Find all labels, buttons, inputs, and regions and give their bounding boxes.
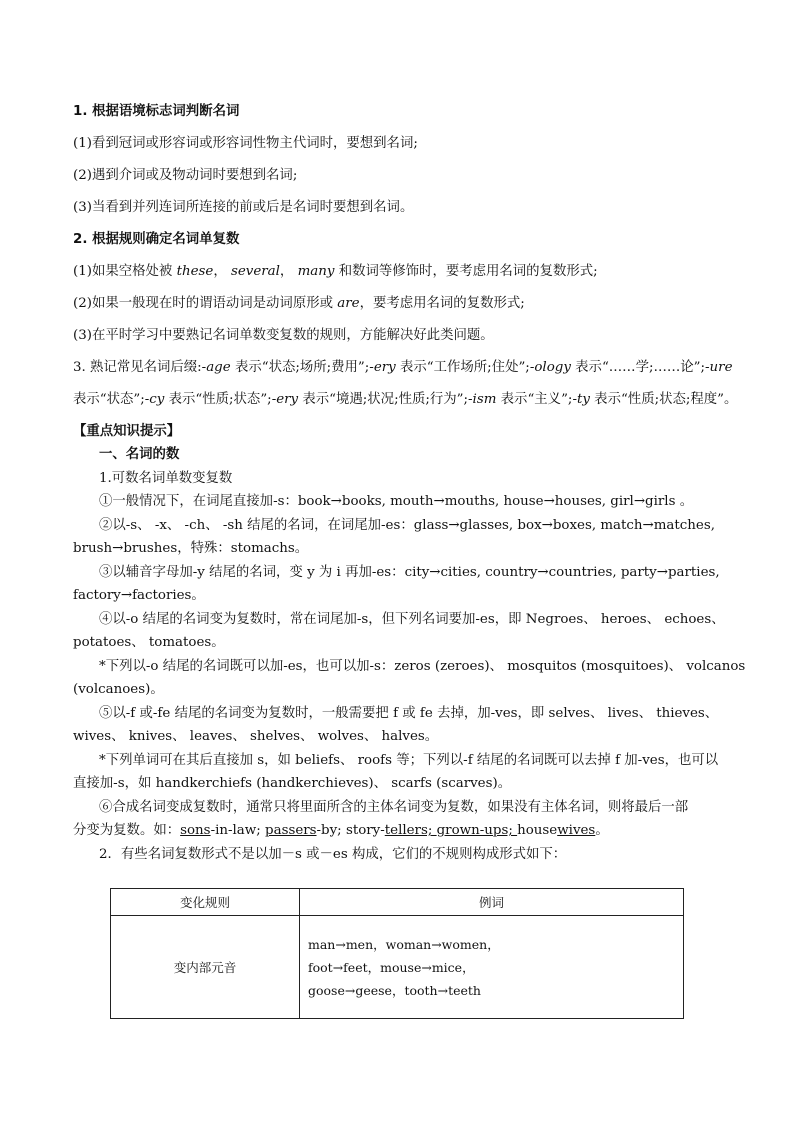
rule-1: ①一般情况下，在词尾直接加-s：book→books, mouth→mouths, house→houses, girl→girls 。 — [99, 494, 694, 509]
suffix: -ology — [529, 360, 571, 375]
text-fragment: -by; story- — [316, 823, 385, 838]
rule-3-line-2: factory→factories。 — [73, 588, 205, 603]
example-line: goose→geese，tooth→teeth — [308, 982, 481, 998]
text-fragment: 表示“性质;状态”; — [164, 392, 272, 407]
section1-point-3: (3)当看到并列连词所连接的前或后是名词时要想到名词。 — [73, 200, 414, 215]
text-fragment: 表示“工作场所;住处”; — [395, 360, 530, 375]
section3-line-1 — [73, 359, 733, 377]
suffix: -ery — [271, 392, 299, 407]
text-fragment: (2)如果一般现在时的谓语动词是动词原形或 — [73, 296, 338, 311]
underlined-word: tellers; — [384, 823, 437, 838]
section2-point-2 — [73, 295, 723, 313]
rule-3-line-1: ③以辅音字母加-y 结尾的名词，变 y 为 i 再加-es：city→cities, country→countries, party→parties, — [99, 565, 720, 580]
keyword: many — [297, 264, 335, 279]
underlined-word: sons — [180, 823, 211, 838]
suffix: -ism — [468, 392, 497, 407]
text-fragment: -in-law; — [210, 823, 266, 838]
keyword: these — [176, 264, 214, 279]
keyword: several — [230, 264, 280, 279]
rule-5-line-1: ⑤以-f 或-fe 结尾的名词变为复数时，一般需要把 f 或 fe 去掉，加-ves，即 selves、 lives、 thieves、 — [99, 706, 719, 721]
rule-6-line-1: ⑥合成名词变成复数时，通常只将里面所含的主体名词变为复数，如果没有主体名词，则将最后一部 — [99, 800, 689, 815]
text-fragment: 表示“境遇;状况;性质;行为”; — [298, 392, 469, 407]
rule-4-line-1: ④以-o 结尾的名词变为复数时，常在词尾加-s，但下列名词要加-es，即 Negroes、 heroes、 echoes、 — [99, 612, 725, 627]
table-cell-examples — [300, 916, 684, 1019]
suffix: -ty — [572, 392, 590, 407]
keyword: are — [337, 296, 360, 311]
rule-4-note-line-1: *下列以-o 结尾的名词既可以加-es，也可以加-s：zeros (zeroes)、 mosquitos (mosquitoes)、 volcanos — [99, 659, 746, 674]
section1-point-1: (1)看到冠词或形容词或形容词性物主代词时，要想到名词; — [73, 136, 418, 151]
example-line: foot→feet，mouse→mice， — [308, 959, 475, 975]
section2-title: 2. 根据规则确定名词单复数 — [73, 232, 240, 247]
underlined-word: grown-ups; — [436, 823, 518, 838]
rule-2-line-1: ②以-s、 -x、 -ch、 -sh 结尾的名词，在词尾加-es：glass→glasses, box→boxes, match→matches, — [99, 518, 715, 533]
text-fragment: 。 — [595, 823, 609, 838]
text-fragment: 3. 熟记常见名词后缀: — [73, 360, 202, 375]
irregular-plural-table — [110, 888, 684, 1019]
underlined-word: wives — [557, 823, 596, 838]
section1-point-2: (2)遇到介词或及物动词时要想到名词; — [73, 168, 298, 183]
section2-point-1: (1)如果空格处被 these， several， many 和数词等修饰时，要考虑用名词的复数形式; — [73, 264, 598, 279]
tips-subheading-2: 2．有些名词复数形式不是以加－s 或－es 构成，它们的不规则构成形式如下： — [99, 847, 567, 862]
text-fragment: 表示“状态;场所;费用”; — [230, 360, 370, 375]
suffix: -age — [201, 360, 231, 375]
rule-6-line-2 — [73, 822, 723, 840]
section3-line-2 — [73, 391, 738, 409]
example-line: man→men，woman→women， — [308, 936, 500, 952]
suffix: -ure — [705, 360, 733, 375]
table-cell-rule: 变内部元音 — [111, 916, 300, 1019]
rule-4-note-line-2: (volcanoes)。 — [73, 682, 164, 697]
rule-5-note-line-2: 直接加-s，如 handkerchiefs (handkerchieves)、 scarfs (scarves)。 — [73, 776, 512, 791]
text-fragment: 表示“……学;……论”; — [570, 360, 706, 375]
suffix: -cy — [144, 392, 165, 407]
rule-5-line-2: wives、 knives、 leaves、 shelves、 wolves、 halves。 — [73, 729, 439, 744]
rule-5-note-line-1: *下列单词可在其后直接加 s，如 beliefs、 roofs 等；下列以-f 结尾的名词既可以去掉 f 加-ves，也可以 — [99, 753, 719, 768]
table-header-rule: 变化规则 — [111, 889, 300, 916]
text-fragment: (1)如果空格处被 — [73, 264, 177, 279]
section2-point-3: (3)在平时学习中要熟记名词单数变复数的规则，方能解决好此类问题。 — [73, 328, 494, 343]
tips-heading: 【重点知识提示】 — [73, 424, 181, 439]
section1-title: 1. 根据语境标志词判断名词 — [73, 104, 240, 119]
text-fragment: 和数词等修饰时，要考虑用名词的复数形式; — [334, 264, 598, 279]
suffix: -ery — [369, 360, 396, 375]
underlined-word: passers — [265, 823, 317, 838]
text-fragment: 表示“状态”; — [73, 392, 145, 407]
table-header-examples: 例词 — [300, 889, 684, 916]
rule-4-line-2: potatoes、 tomatoes。 — [73, 635, 225, 650]
tips-subheading-1-1: 1.可数名词单数变复数 — [99, 471, 233, 486]
text-fragment: 分变为复数。如： — [73, 823, 181, 838]
rule-2-line-2: brush→brushes，特殊：stomachs。 — [73, 541, 309, 556]
table-row — [111, 916, 684, 1019]
text-fragment: 表示“性质;状态;程度”。 — [589, 392, 738, 407]
tips-subheading-1: 一、名词的数 — [99, 447, 180, 462]
text-fragment: ，要考虑用名词的复数形式; — [359, 296, 525, 311]
text-fragment: house — [517, 823, 558, 838]
table-header-row — [111, 889, 684, 916]
text-fragment: 表示“主义”; — [496, 392, 573, 407]
